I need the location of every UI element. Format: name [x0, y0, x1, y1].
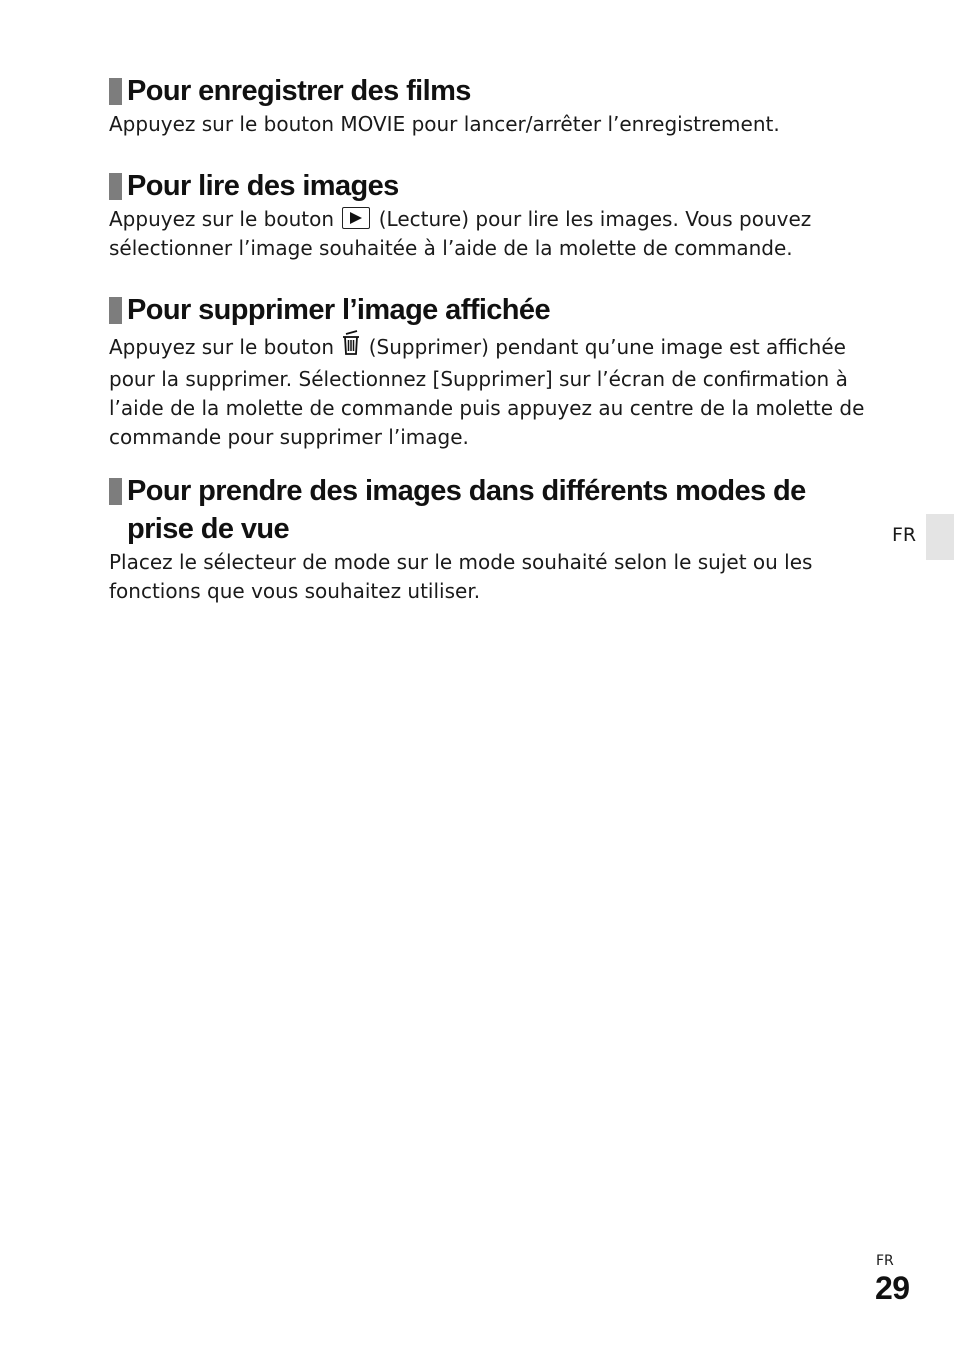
- heading-marker-bar: [109, 173, 122, 200]
- section-body: Appuyez sur le bouton MOVIE pour lancer/arrêter l’enregistrement.: [109, 112, 780, 136]
- section-view-images: [109, 167, 879, 263]
- section-body: Placez le sélecteur de mode sur le mode souhaité selon le sujet ou les fonctions que vous souhaitez utiliser.: [109, 550, 813, 603]
- section-body: [109, 329, 879, 452]
- footer-language-label: FR: [876, 1253, 894, 1269]
- section-heading: [109, 291, 879, 329]
- section-heading: [109, 167, 879, 205]
- section-shooting-modes: [109, 472, 879, 606]
- body-text-before-icon: Appuyez sur le bouton: [109, 207, 334, 231]
- section-body: [109, 205, 879, 263]
- trash-icon: [340, 329, 362, 365]
- heading-marker-bar: [109, 478, 122, 505]
- playback-button-icon: [342, 207, 370, 229]
- language-tab-label: FR: [892, 524, 917, 546]
- heading-marker-bar: [109, 78, 122, 105]
- heading-text: Pour enregistrer des films: [127, 75, 471, 107]
- heading-text: Pour prendre des images dans différents modes de prise de vue: [127, 475, 806, 545]
- section-heading: [109, 72, 879, 110]
- section-record-movies: [109, 72, 879, 139]
- page-number: 29: [875, 1270, 910, 1306]
- heading-text: Pour supprimer l’image affichée: [127, 294, 550, 326]
- body-text-after-icon: (Supprimer) pendant qu’une image est affichée pour la supprimer. Sélectionnez [Supprimer] sur l’écran de confirmation à l’aide de la molette de commande puis appuyez au centre de la molette de commande pour supprimer l’image.: [109, 335, 865, 449]
- section-heading: [109, 472, 879, 548]
- heading-text: Pour lire des images: [127, 170, 399, 202]
- language-tab-marker: [926, 514, 954, 560]
- body-text-after-icon: (Lecture) pour lire les images. Vous pouvez sélectionner l’image souhaitée à l’aide de la molette de commande.: [109, 207, 812, 260]
- body-text-before-icon: Appuyez sur le bouton: [109, 335, 334, 359]
- section-delete-image: [109, 291, 879, 452]
- heading-marker-bar: [109, 297, 122, 324]
